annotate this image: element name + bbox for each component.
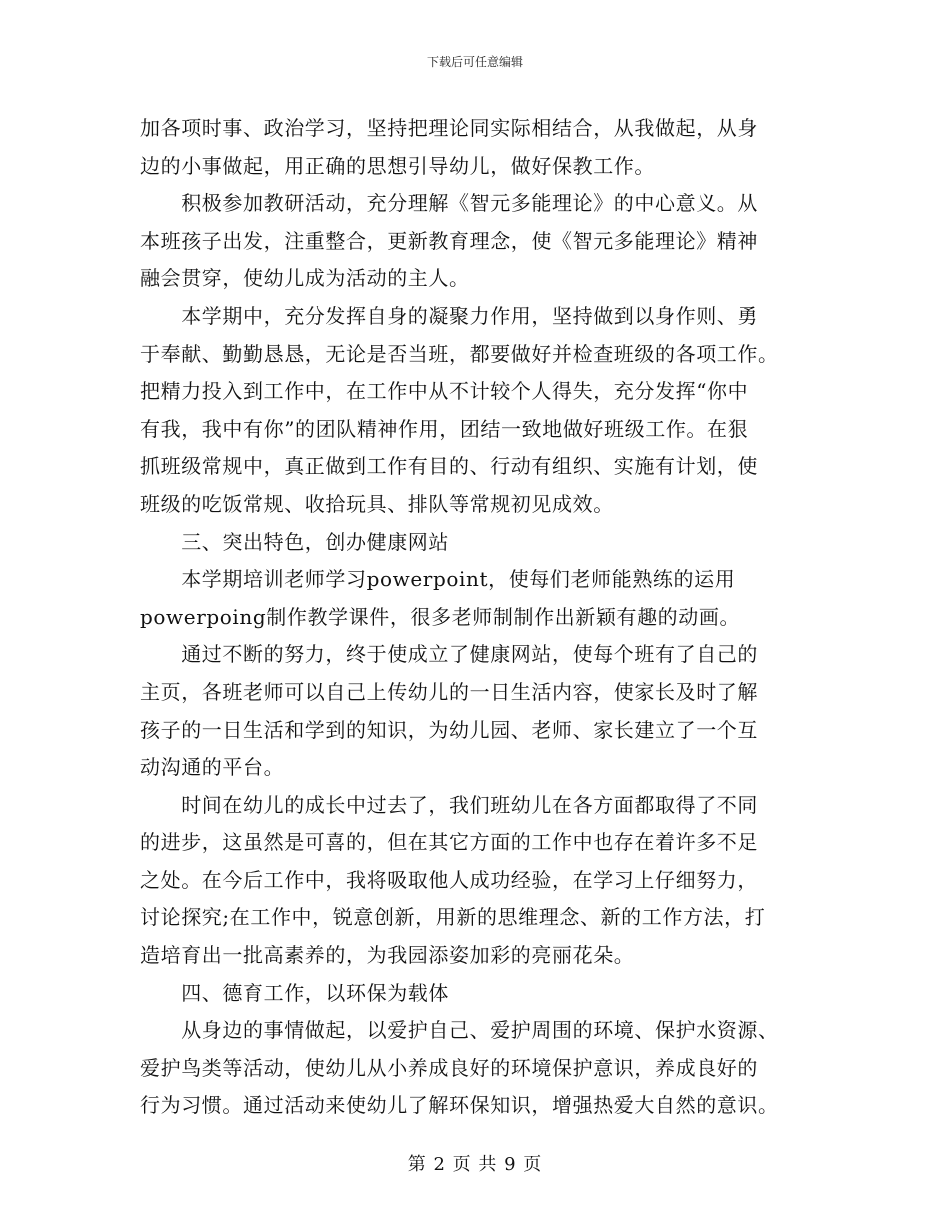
paragraph [140,185,810,298]
paragraph [140,1012,810,1125]
text-line: 造培育出一批高素养的，为我园添姿加彩的亮丽花朵。 [140,943,635,968]
text-line: 从身边的事情做起，以爱护自己、爱护周围的环境、保护水资源、 [140,1018,779,1043]
text-line: 之处。在今后工作中，我将吸取他人成功经验，在学习上仔细努力， [140,867,758,892]
text-line: 讨论探究;在工作中，锐意创新，用新的思维理念、新的工作方法，打 [140,905,766,930]
paragraph [140,110,810,185]
text-line: 本学期培训老师学习powerpoint，使每们老师能熟练的运用 [140,567,736,592]
text-line: 孩子的一日生活和学到的知识，为幼儿园、老师、家长建立了一个互 [140,717,758,742]
text-line: 行为习惯。通过活动来使幼儿了解环保知识，增强热爱大自然的意识。 [140,1093,779,1118]
text-line: powerpoing制作教学课件，很多老师制制作出新颖有趣的动画。 [140,604,741,629]
text-line: 爱护鸟类等活动，使幼儿从小养成良好的环境保护意识，养成良好的 [140,1055,758,1080]
text-line: 四、德育工作，以环保为载体 [140,980,449,1005]
paragraph [140,298,810,524]
text-line: 时间在幼儿的成长中过去了，我们班幼儿在各方面都取得了不同 [140,792,758,817]
page-header: 下载后可任意编辑 [426,55,523,69]
document-body [140,110,810,1125]
text-line: 把精力投入到工作中，在工作中从不计较个人得失，充分发挥“你中 [140,379,749,404]
text-line: 边的小事做起，用正确的思想引导幼儿，做好保教工作。 [140,153,655,178]
text-line: 融会贯穿，使幼儿成为活动的主人。 [140,266,470,291]
text-line: 动沟通的平台。 [140,755,285,780]
text-line: 本班孩子出发，注重整合，更新教育理念，使《智元多能理论》精神 [140,228,758,253]
text-line: 通过不断的努力，终于使成立了健康网站，使每个班有了自己的 [140,642,758,667]
text-line: 抓班级常规中，真正做到工作有目的、行动有组织、实施有计划，使 [140,454,758,479]
text-line: 本学期中，充分发挥自身的凝聚力作用，坚持做到以身作则、勇 [140,303,758,328]
paragraph [140,636,810,786]
paragraph [140,561,810,636]
text-line: 加各项时事、政治学习，坚持把理论同实际相结合，从我做起，从身 [140,116,758,140]
text-line: 于奉献、勤勤恳恳，无论是否当班，都要做好并检查班级的各项工作。 [140,341,779,366]
text-line: 班级的吃饭常规、收拾玩具、排队等常规初见成效。 [140,491,614,516]
text-line: 有我，我中有你”的团队精神作用，团结一致地做好班级工作。在狠 [140,416,749,441]
section-heading [140,524,810,562]
page-footer: 第 2 页 共 9 页 [407,1154,543,1175]
text-line: 主页，各班老师可以自己上传幼儿的一日生活内容，使家长及时了解 [140,679,758,704]
paragraph [140,787,810,975]
text-line: 的进步，这虽然是可喜的，但在其它方面的工作中也存在着许多不足 [140,830,758,855]
section-heading [140,975,810,1013]
text-line: 积极参加教研活动，充分理解《智元多能理论》的中心意义。从 [140,191,758,216]
text-line: 三、突出特色，创办健康网站 [140,529,449,554]
